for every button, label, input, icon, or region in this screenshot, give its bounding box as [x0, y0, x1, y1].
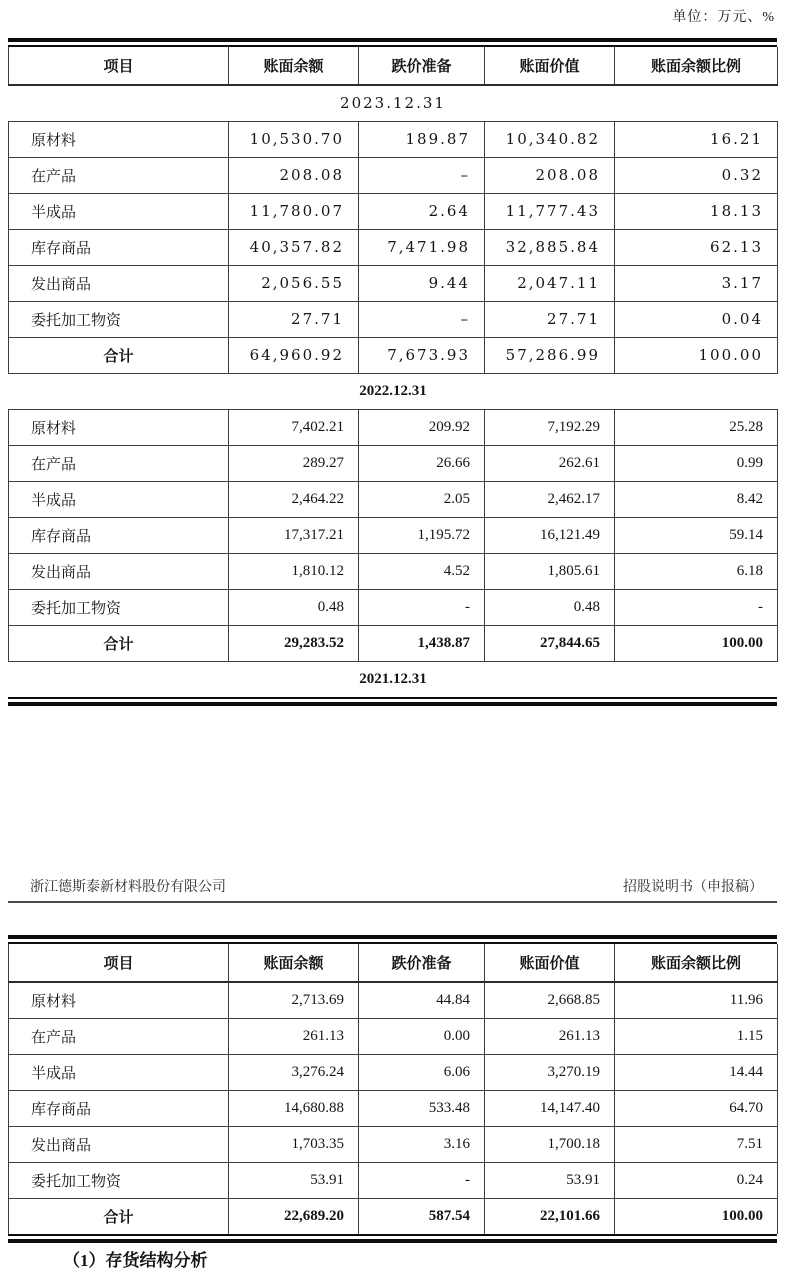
- item-cell: 委托加工物资: [9, 589, 229, 625]
- balance-cell: 64,960.92: [229, 337, 359, 373]
- provision-cell: –: [359, 157, 485, 193]
- column-header-ratio: 账面余额比例: [615, 47, 778, 85]
- value-cell: 1,805.61: [485, 553, 615, 589]
- item-cell: 库存商品: [9, 517, 229, 553]
- balance-cell: 2,713.69: [229, 982, 359, 1018]
- table-header: [9, 47, 778, 85]
- table-row: [9, 229, 778, 265]
- value-cell: 14,147.40: [485, 1090, 615, 1126]
- provision-cell: 0.00: [359, 1018, 485, 1054]
- ratio-cell: 8.42: [615, 481, 778, 517]
- provision-cell: 6.06: [359, 1054, 485, 1090]
- balance-cell: 17,317.21: [229, 517, 359, 553]
- inventory-table-2021: [8, 944, 778, 1234]
- table-row: [9, 1054, 778, 1090]
- balance-cell: 11,780.07: [229, 193, 359, 229]
- section-caption: （1）存货结构分析: [63, 1251, 208, 1270]
- provision-cell: 7,471.98: [359, 229, 485, 265]
- ratio-cell: 25.28: [615, 409, 778, 445]
- item-cell: 在产品: [9, 157, 229, 193]
- value-cell: 1,700.18: [485, 1126, 615, 1162]
- provision-cell: 7,673.93: [359, 337, 485, 373]
- provision-cell: 209.92: [359, 409, 485, 445]
- provision-cell: 1,438.87: [359, 625, 485, 661]
- column-header-item: 项目: [9, 944, 229, 982]
- table-row: [9, 1126, 778, 1162]
- item-cell: 半成品: [9, 481, 229, 517]
- page-header: [8, 876, 777, 903]
- item-cell: 在产品: [9, 445, 229, 481]
- date-row: [9, 85, 778, 121]
- value-cell: 262.61: [485, 445, 615, 481]
- value-cell: 32,885.84: [485, 229, 615, 265]
- table-top-double-rule: [8, 935, 777, 944]
- column-header-balance: 账面余额: [229, 944, 359, 982]
- column-header-item: 项目: [9, 47, 229, 85]
- balance-cell: 2,056.55: [229, 265, 359, 301]
- balance-cell: 10,530.70: [229, 121, 359, 157]
- ratio-cell: 14.44: [615, 1054, 778, 1090]
- value-cell: 7,192.29: [485, 409, 615, 445]
- item-cell: 委托加工物资: [9, 301, 229, 337]
- item-cell: 合计: [9, 625, 229, 661]
- column-header-provision: 跌价准备: [359, 944, 485, 982]
- provision-cell: 587.54: [359, 1198, 485, 1234]
- ratio-cell: 0.24: [615, 1162, 778, 1198]
- ratio-cell: 100.00: [615, 1198, 778, 1234]
- item-cell: 库存商品: [9, 1090, 229, 1126]
- balance-cell: 261.13: [229, 1018, 359, 1054]
- value-cell: 261.13: [485, 1018, 615, 1054]
- value-cell: 3,270.19: [485, 1054, 615, 1090]
- provision-cell: –: [359, 301, 485, 337]
- table-row: [9, 409, 778, 445]
- provision-cell: 2.64: [359, 193, 485, 229]
- value-cell: 2,462.17: [485, 481, 615, 517]
- provision-cell: 533.48: [359, 1090, 485, 1126]
- item-cell: 半成品: [9, 1054, 229, 1090]
- value-cell: 11,777.43: [485, 193, 615, 229]
- table-row: [9, 121, 778, 157]
- ratio-cell: 0.32: [615, 157, 778, 193]
- total-row: [9, 1198, 778, 1234]
- provision-cell: 3.16: [359, 1126, 485, 1162]
- item-cell: 原材料: [9, 121, 229, 157]
- date-label: 2022.12.31: [9, 373, 778, 409]
- provision-cell: 44.84: [359, 982, 485, 1018]
- ratio-cell: 16.21: [615, 121, 778, 157]
- table-row: [9, 481, 778, 517]
- header-row: [9, 944, 778, 982]
- ratio-cell: 7.51: [615, 1126, 778, 1162]
- provision-cell: 9.44: [359, 265, 485, 301]
- value-cell: 0.48: [485, 589, 615, 625]
- ratio-cell: 11.96: [615, 982, 778, 1018]
- item-cell: 合计: [9, 337, 229, 373]
- header-row: [9, 47, 778, 85]
- item-cell: 发出商品: [9, 265, 229, 301]
- table-row: [9, 1162, 778, 1198]
- date-label: 2021.12.31: [9, 661, 778, 697]
- item-cell: 合计: [9, 1198, 229, 1234]
- total-row: [9, 625, 778, 661]
- provision-cell: 1,195.72: [359, 517, 485, 553]
- value-cell: 16,121.49: [485, 517, 615, 553]
- balance-cell: 53.91: [229, 1162, 359, 1198]
- table-section: [9, 661, 778, 697]
- doc-title: 招股说明书（申报稿）: [623, 880, 763, 895]
- balance-cell: 289.27: [229, 445, 359, 481]
- column-header-ratio: 账面余额比例: [615, 944, 778, 982]
- table-row: [9, 553, 778, 589]
- ratio-cell: 100.00: [615, 337, 778, 373]
- provision-cell: -: [359, 1162, 485, 1198]
- table-section: [9, 85, 778, 373]
- column-header-value: 账面价值: [485, 47, 615, 85]
- value-cell: 27,844.65: [485, 625, 615, 661]
- date-row: [9, 373, 778, 409]
- table-section: [9, 982, 778, 1234]
- provision-cell: 26.66: [359, 445, 485, 481]
- balance-cell: 27.71: [229, 301, 359, 337]
- value-cell: 2,047.11: [485, 265, 615, 301]
- value-cell: 208.08: [485, 157, 615, 193]
- table-section: [9, 373, 778, 661]
- provision-cell: 2.05: [359, 481, 485, 517]
- item-cell: 发出商品: [9, 1126, 229, 1162]
- balance-cell: 22,689.20: [229, 1198, 359, 1234]
- date-label: 2023.12.31: [9, 85, 778, 121]
- balance-cell: 29,283.52: [229, 625, 359, 661]
- inventory-table-by-date: [8, 47, 778, 697]
- balance-cell: 2,464.22: [229, 481, 359, 517]
- item-cell: 原材料: [9, 982, 229, 1018]
- ratio-cell: 18.13: [615, 193, 778, 229]
- table-top-double-rule: [8, 38, 777, 47]
- table-row: [9, 1018, 778, 1054]
- ratio-cell: 100.00: [615, 625, 778, 661]
- ratio-cell: 1.15: [615, 1018, 778, 1054]
- ratio-cell: -: [615, 589, 778, 625]
- ratio-cell: 3.17: [615, 265, 778, 301]
- table-row: [9, 517, 778, 553]
- balance-cell: 3,276.24: [229, 1054, 359, 1090]
- item-cell: 半成品: [9, 193, 229, 229]
- value-cell: 27.71: [485, 301, 615, 337]
- total-row: [9, 337, 778, 373]
- provision-cell: -: [359, 589, 485, 625]
- table-row: [9, 193, 778, 229]
- balance-cell: 0.48: [229, 589, 359, 625]
- ratio-cell: 64.70: [615, 1090, 778, 1126]
- table-bottom-double-rule: [8, 1234, 777, 1243]
- table-row: [9, 589, 778, 625]
- table-row: [9, 445, 778, 481]
- ratio-cell: 62.13: [615, 229, 778, 265]
- table-row: [9, 1090, 778, 1126]
- table-row: [9, 157, 778, 193]
- date-row: [9, 661, 778, 697]
- item-cell: 库存商品: [9, 229, 229, 265]
- balance-cell: 208.08: [229, 157, 359, 193]
- ratio-cell: 59.14: [615, 517, 778, 553]
- provision-cell: 4.52: [359, 553, 485, 589]
- column-header-value: 账面价值: [485, 944, 615, 982]
- balance-cell: 14,680.88: [229, 1090, 359, 1126]
- item-cell: 原材料: [9, 409, 229, 445]
- balance-cell: 1,703.35: [229, 1126, 359, 1162]
- unit-label: 单位：万元、%: [672, 10, 775, 25]
- provision-cell: 189.87: [359, 121, 485, 157]
- table-row: [9, 265, 778, 301]
- inventory-table-page1: [8, 38, 777, 706]
- value-cell: 10,340.82: [485, 121, 615, 157]
- value-cell: 22,101.66: [485, 1198, 615, 1234]
- balance-cell: 1,810.12: [229, 553, 359, 589]
- column-header-balance: 账面余额: [229, 47, 359, 85]
- table-header: [9, 944, 778, 982]
- column-header-provision: 跌价准备: [359, 47, 485, 85]
- item-cell: 发出商品: [9, 553, 229, 589]
- value-cell: 53.91: [485, 1162, 615, 1198]
- item-cell: 在产品: [9, 1018, 229, 1054]
- table-row: [9, 301, 778, 337]
- value-cell: 57,286.99: [485, 337, 615, 373]
- inventory-table-page2: [8, 935, 777, 1243]
- value-cell: 2,668.85: [485, 982, 615, 1018]
- company-name: 浙江德斯泰新材料股份有限公司: [30, 880, 226, 895]
- ratio-cell: 6.18: [615, 553, 778, 589]
- ratio-cell: 0.04: [615, 301, 778, 337]
- table-bottom-double-rule: [8, 697, 777, 706]
- ratio-cell: 0.99: [615, 445, 778, 481]
- balance-cell: 7,402.21: [229, 409, 359, 445]
- table-row: [9, 982, 778, 1018]
- balance-cell: 40,357.82: [229, 229, 359, 265]
- item-cell: 委托加工物资: [9, 1162, 229, 1198]
